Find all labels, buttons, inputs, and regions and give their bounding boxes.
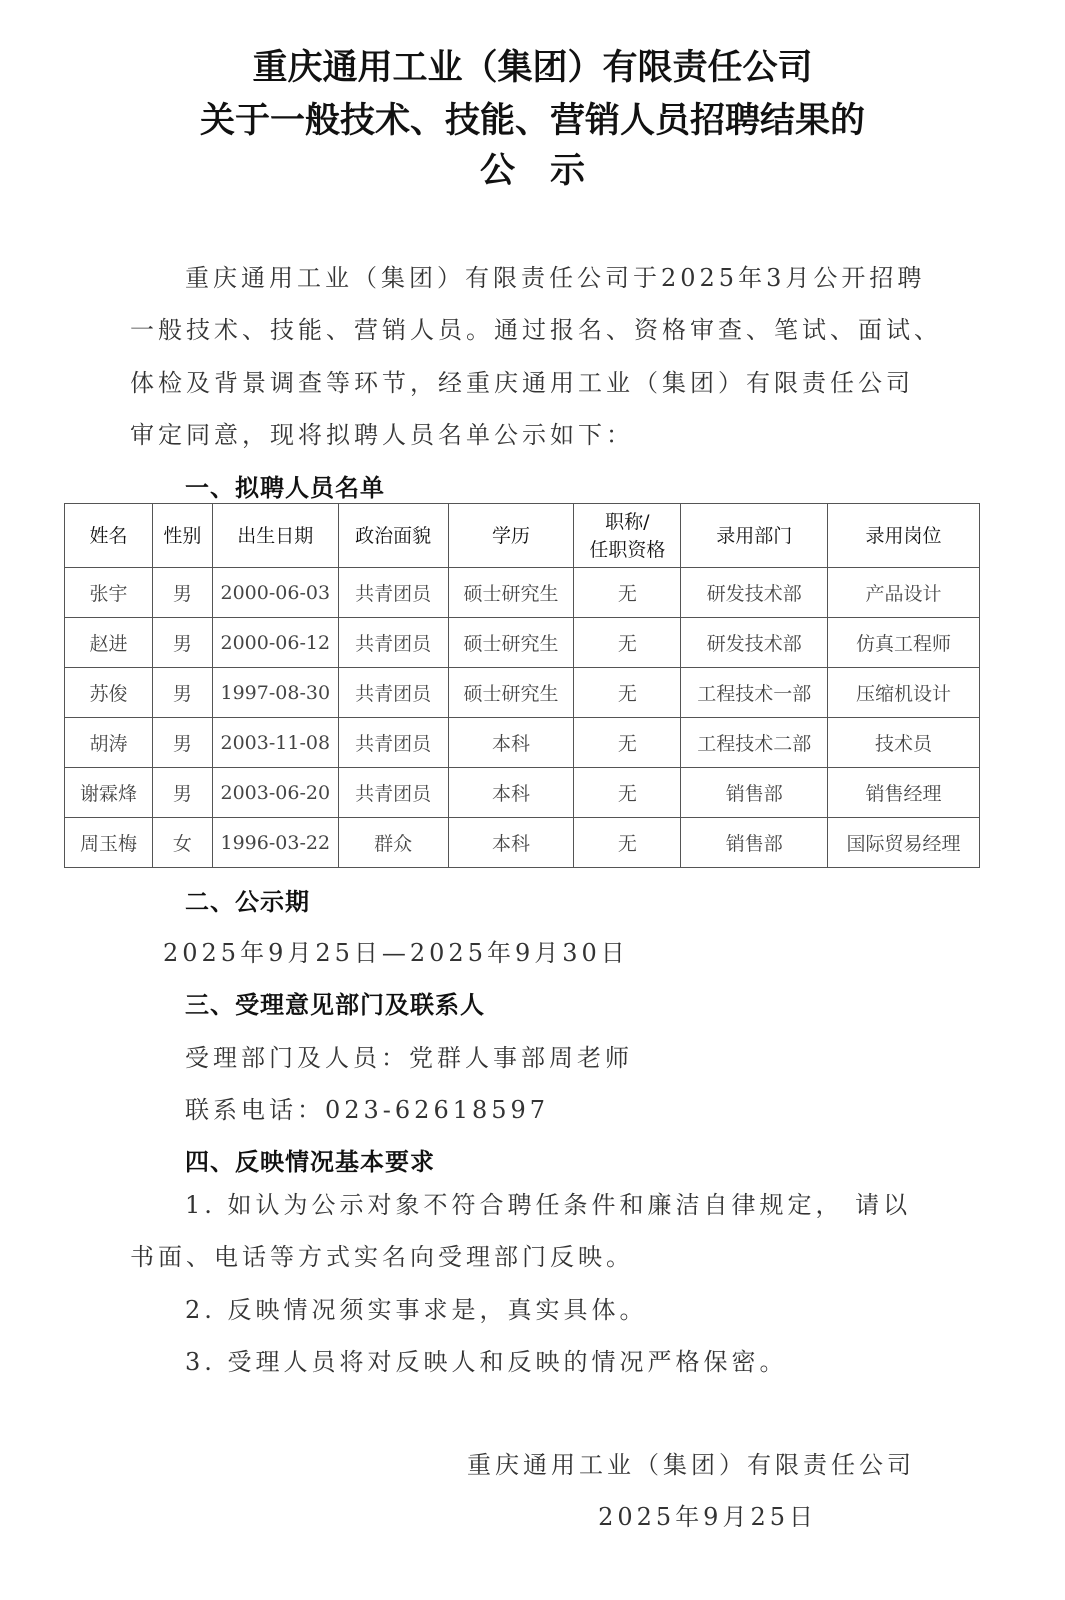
column-header: 姓名 [65, 504, 153, 568]
title-line-3: 公 示 [479, 151, 585, 191]
table-cell: 男 [152, 568, 212, 618]
signature-org: 重庆通用工业（集团）有限责任公司 [467, 1451, 915, 1479]
table-cell: 胡涛 [65, 718, 153, 768]
table-cell: 技术员 [828, 718, 980, 768]
table-cell: 本科 [448, 718, 574, 768]
requirement-item: 3. 受理人员将对反映人和反映的情况严格保密。 [185, 1348, 788, 1376]
table-cell: 谢霖烽 [65, 768, 153, 818]
column-header: 出生日期 [212, 504, 338, 568]
table-cell: 2000-06-03 [212, 568, 338, 618]
table-cell: 无 [574, 818, 681, 868]
table-cell: 销售部 [681, 768, 828, 818]
table-cell: 赵进 [65, 618, 153, 668]
table-row [65, 568, 980, 618]
column-header: 学历 [448, 504, 574, 568]
table-cell: 无 [574, 768, 681, 818]
table-cell: 硕士研究生 [448, 668, 574, 718]
section-heading: 四、反映情况基本要求 [185, 1148, 435, 1176]
table-cell: 工程技术二部 [681, 718, 828, 768]
table-cell: 压缩机设计 [828, 668, 980, 718]
table-cell: 群众 [338, 818, 448, 868]
table-cell: 本科 [448, 818, 574, 868]
table-cell: 共青团员 [338, 718, 448, 768]
column-header: 录用部门 [681, 504, 828, 568]
table-cell: 共青团员 [338, 618, 448, 668]
table-cell: 国际贸易经理 [828, 818, 980, 868]
table-cell: 研发技术部 [681, 568, 828, 618]
table-cell: 仿真工程师 [828, 618, 980, 668]
table-row [65, 618, 980, 668]
candidate-table [64, 503, 980, 868]
table-cell: 男 [152, 718, 212, 768]
section-heading: 三、受理意见部门及联系人 [185, 991, 485, 1019]
table-cell: 硕士研究生 [448, 618, 574, 668]
title-line-1: 重庆通用工业（集团）有限责任公司 [252, 48, 813, 88]
table-row [65, 818, 980, 868]
column-header-part: 任职资格 [589, 538, 666, 561]
intro-line: 一般技术、技能、营销人员。通过报名、资格审查、笔试、面试、 [130, 316, 942, 344]
column-header: 性别 [152, 504, 212, 568]
table-cell: 周玉梅 [65, 818, 153, 868]
table-cell: 无 [574, 618, 681, 668]
table-cell: 本科 [448, 768, 574, 818]
publicity-period: 2025年9月25日—2025年9月30日 [163, 939, 629, 967]
table-row [65, 768, 980, 818]
table-row [65, 718, 980, 768]
table-cell: 1997-08-30 [212, 668, 338, 718]
contact-phone: 联系电话：023-62618597 [185, 1096, 550, 1124]
table-header-row [65, 504, 980, 568]
table-cell: 销售经理 [828, 768, 980, 818]
table-cell: 2003-11-08 [212, 718, 338, 768]
signature-date: 2025年9月25日 [598, 1503, 817, 1531]
table-cell: 共青团员 [338, 568, 448, 618]
table-cell: 女 [152, 818, 212, 868]
table-cell: 2000-06-12 [212, 618, 338, 668]
table-cell: 2003-06-20 [212, 768, 338, 818]
column-header [574, 504, 681, 568]
table-cell: 共青团员 [338, 668, 448, 718]
table-cell: 1996-03-22 [212, 818, 338, 868]
column-header-part: 职称/ [605, 510, 650, 533]
intro-line: 体检及背景调查等环节，经重庆通用工业（集团）有限责任公司 [130, 369, 914, 397]
table-cell: 苏俊 [65, 668, 153, 718]
table-cell: 男 [152, 768, 212, 818]
section-heading: 二、公示期 [185, 888, 310, 916]
table-cell: 研发技术部 [681, 618, 828, 668]
table-cell: 产品设计 [828, 568, 980, 618]
section-heading: 一、拟聘人员名单 [185, 474, 385, 502]
table-cell: 男 [152, 618, 212, 668]
requirement-item: 2. 反映情况须实事求是，真实具体。 [185, 1296, 648, 1324]
contact-dept: 受理部门及人员：党群人事部周老师 [185, 1044, 633, 1072]
column-header: 录用岗位 [828, 504, 980, 568]
table-cell: 无 [574, 718, 681, 768]
table-cell: 共青团员 [338, 768, 448, 818]
requirement-item: 书面、电话等方式实名向受理部门反映。 [130, 1243, 634, 1271]
table-row [65, 668, 980, 718]
table-cell: 硕士研究生 [448, 568, 574, 618]
table-cell: 男 [152, 668, 212, 718]
requirement-item: 1. 如认为公示对象不符合聘任条件和廉洁自律规定， 请以 [185, 1191, 912, 1219]
table-cell: 工程技术一部 [681, 668, 828, 718]
column-header: 政治面貌 [338, 504, 448, 568]
title-line-2: 关于一般技术、技能、营销人员招聘结果的 [199, 101, 865, 141]
intro-line: 审定同意，现将拟聘人员名单公示如下： [130, 421, 634, 449]
intro-line: 重庆通用工业（集团）有限责任公司于2025年3月公开招聘 [185, 264, 926, 292]
table-cell: 销售部 [681, 818, 828, 868]
table-cell: 张宇 [65, 568, 153, 618]
table-cell: 无 [574, 668, 681, 718]
table-cell: 无 [574, 568, 681, 618]
